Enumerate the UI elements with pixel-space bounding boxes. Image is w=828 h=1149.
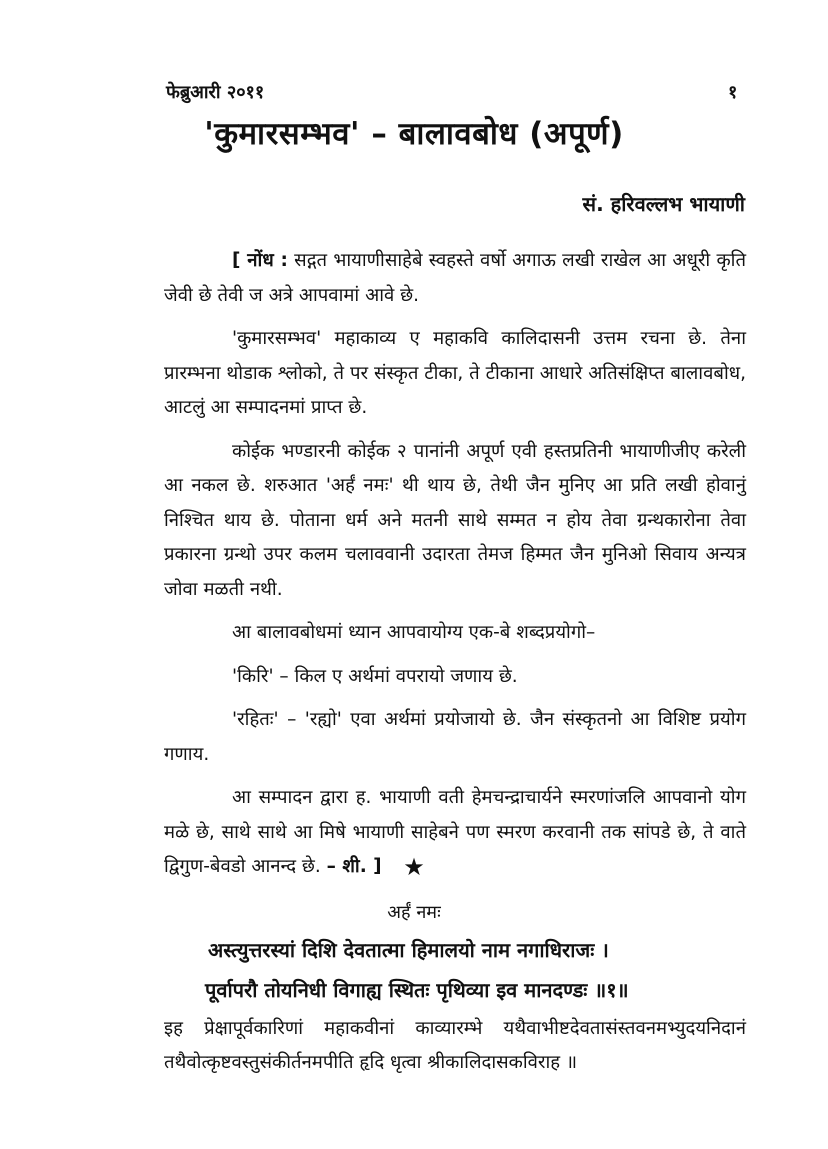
note-label: [ नोंध :	[232, 250, 288, 271]
note-paragraph: 'किरि' – किल ए अर्थमां वपरायो जणाय छे.	[232, 665, 518, 687]
note-paragraph: 'कुमारसम्भव' महाकाव्य ए महाकवि कालिदासनी उत्तम रचना छे. तेना प्रारम्भना थोडाक श्लोको, ते पर संस्कृत टीका, ते टीकाना आधारे अतिसंक्षिप्त बालावबोध, आटलुं आ सम्पादनमां प्राप्त छे.	[164, 328, 746, 418]
verse-line-1: अस्त्युत्तरस्यां दिशि देवतात्मा हिमालयो नाम नगाधिराजः ।	[208, 938, 609, 962]
invocation: अर्हं नमः	[387, 902, 441, 923]
editorial-note	[164, 244, 746, 894]
closing-text: आ सम्पादन द्वारा ह. भायाणी वती हेमचन्द्राचार्यने स्मरणांजलि आपवानो योग मळे छे, साथे साथे आ मिषे भायाणी साहेबने पण स्मरण करवानी तक सांपडे छे, ते वाते द्विगुण-बेवडो आनन्द छे.	[164, 787, 746, 877]
note-paragraph	[164, 244, 746, 313]
article-title: 'कुमारसम्भव' – बालावबोध (अपूर्ण)	[204, 116, 624, 152]
note-paragraph: कोईक भण्डारनी कोईक २ पानांनी अपूर्ण एवी हस्तप्रतिनी भायाणीजीए करेली आ नकल छे. शरुआत 'अर्हं नमः' थी थाय छे, तेथी जैन मुनिए आ प्रति लखी होवानुं निश्चित थाय छे. पोताना धर्म अने मतनी साथे सम्मत न होय तेवा ग्रन्थकारोना तेवा प्रकारना ग्रन्थो उपर कलम चलाववानी उदारता तेमज हिम्मत जैन मुनिओ सिवाय अन्यत्र जोवा मळती नथी.	[164, 440, 746, 600]
page-number: १	[728, 82, 738, 103]
note-signature: – शी. ]	[326, 856, 382, 877]
star-separator-icon: ★	[403, 853, 425, 881]
editor-byline: सं. हरिवल्लभ भायाणी	[582, 192, 745, 216]
note-text: सद्गत भायाणीसाहेबे स्वहस्ते वर्षो अगाऊ लखी राखेल आ अधूरी कृति जेवी छे तेवी ज अत्रे आपवामां आवे छे.	[164, 250, 747, 306]
note-paragraph: आ बालावबोधमां ध्यान आपवायोग्य एक-बे शब्दप्रयोगो–	[232, 622, 596, 643]
sanskrit-commentary: इह प्रेक्षापूर्वकारिणां महाकवीनां काव्यारम्भे यथैवाभीष्टदेवतासंस्तवनमभ्युदयनिदानं तथैवोत्कृष्टवस्तुसंकीर्तनमपीति हृदि धृत्वा श्रीकालिदासकविराह ॥	[164, 1018, 746, 1073]
verse-line-2: पूर्वापरौ तोयनिधी विगाह्य स्थितः पृथिव्या इव मानदण्डः ॥१॥	[205, 978, 629, 1002]
note-paragraph: 'रहितः' – 'रह्यो' एवा अर्थमां प्रयोजायो छे. जैन संस्कृतनो आ विशिष्ट प्रयोग गणाय.	[164, 709, 746, 765]
running-header-date: फेब्रुआरी २०११	[166, 82, 265, 103]
